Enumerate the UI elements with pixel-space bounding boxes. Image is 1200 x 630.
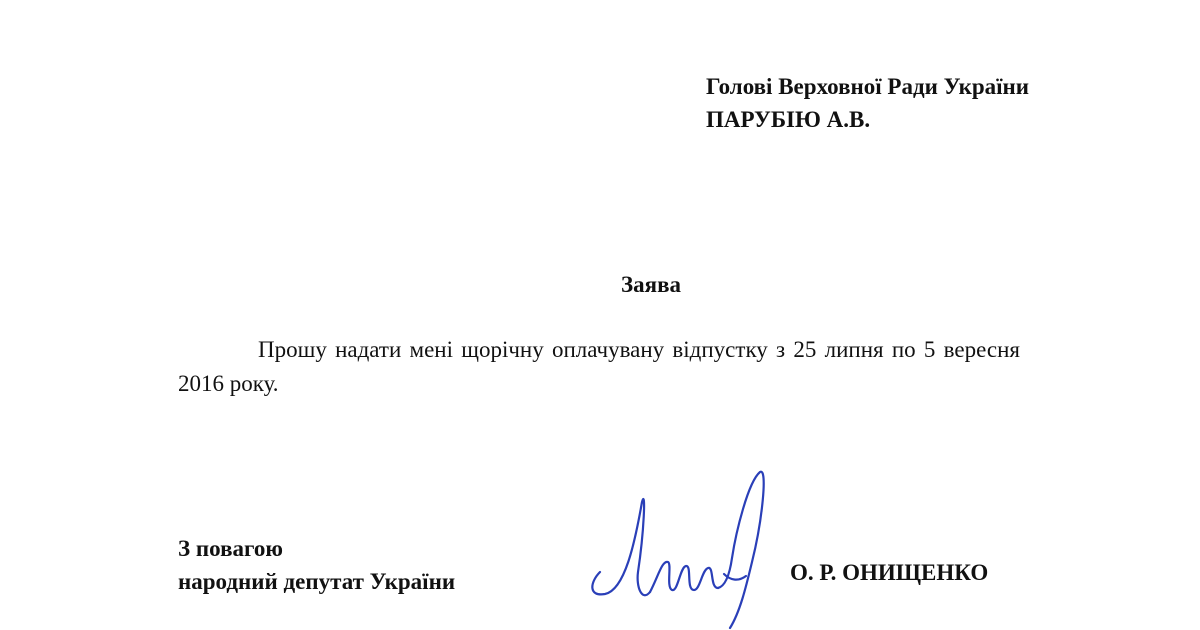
closing-block <box>178 532 455 598</box>
addressee-position: Голові Верховної Ради України <box>706 74 1030 99</box>
addressee-block <box>706 70 1029 136</box>
document-body: Прошу надати мені щорічну оплачувану відпустку з 25 липня по 5 вересня 2016 року. <box>178 337 1020 396</box>
closing-regards: З повагою <box>178 536 283 561</box>
handwritten-signature <box>580 462 780 630</box>
addressee-name: ПАРУБІЮ А.В. <box>706 107 871 132</box>
document-title: Заява <box>620 272 681 297</box>
signer-name: О. Р. ОНИЩЕНКО <box>790 560 989 585</box>
closing-title: народний депутат України <box>178 569 456 594</box>
